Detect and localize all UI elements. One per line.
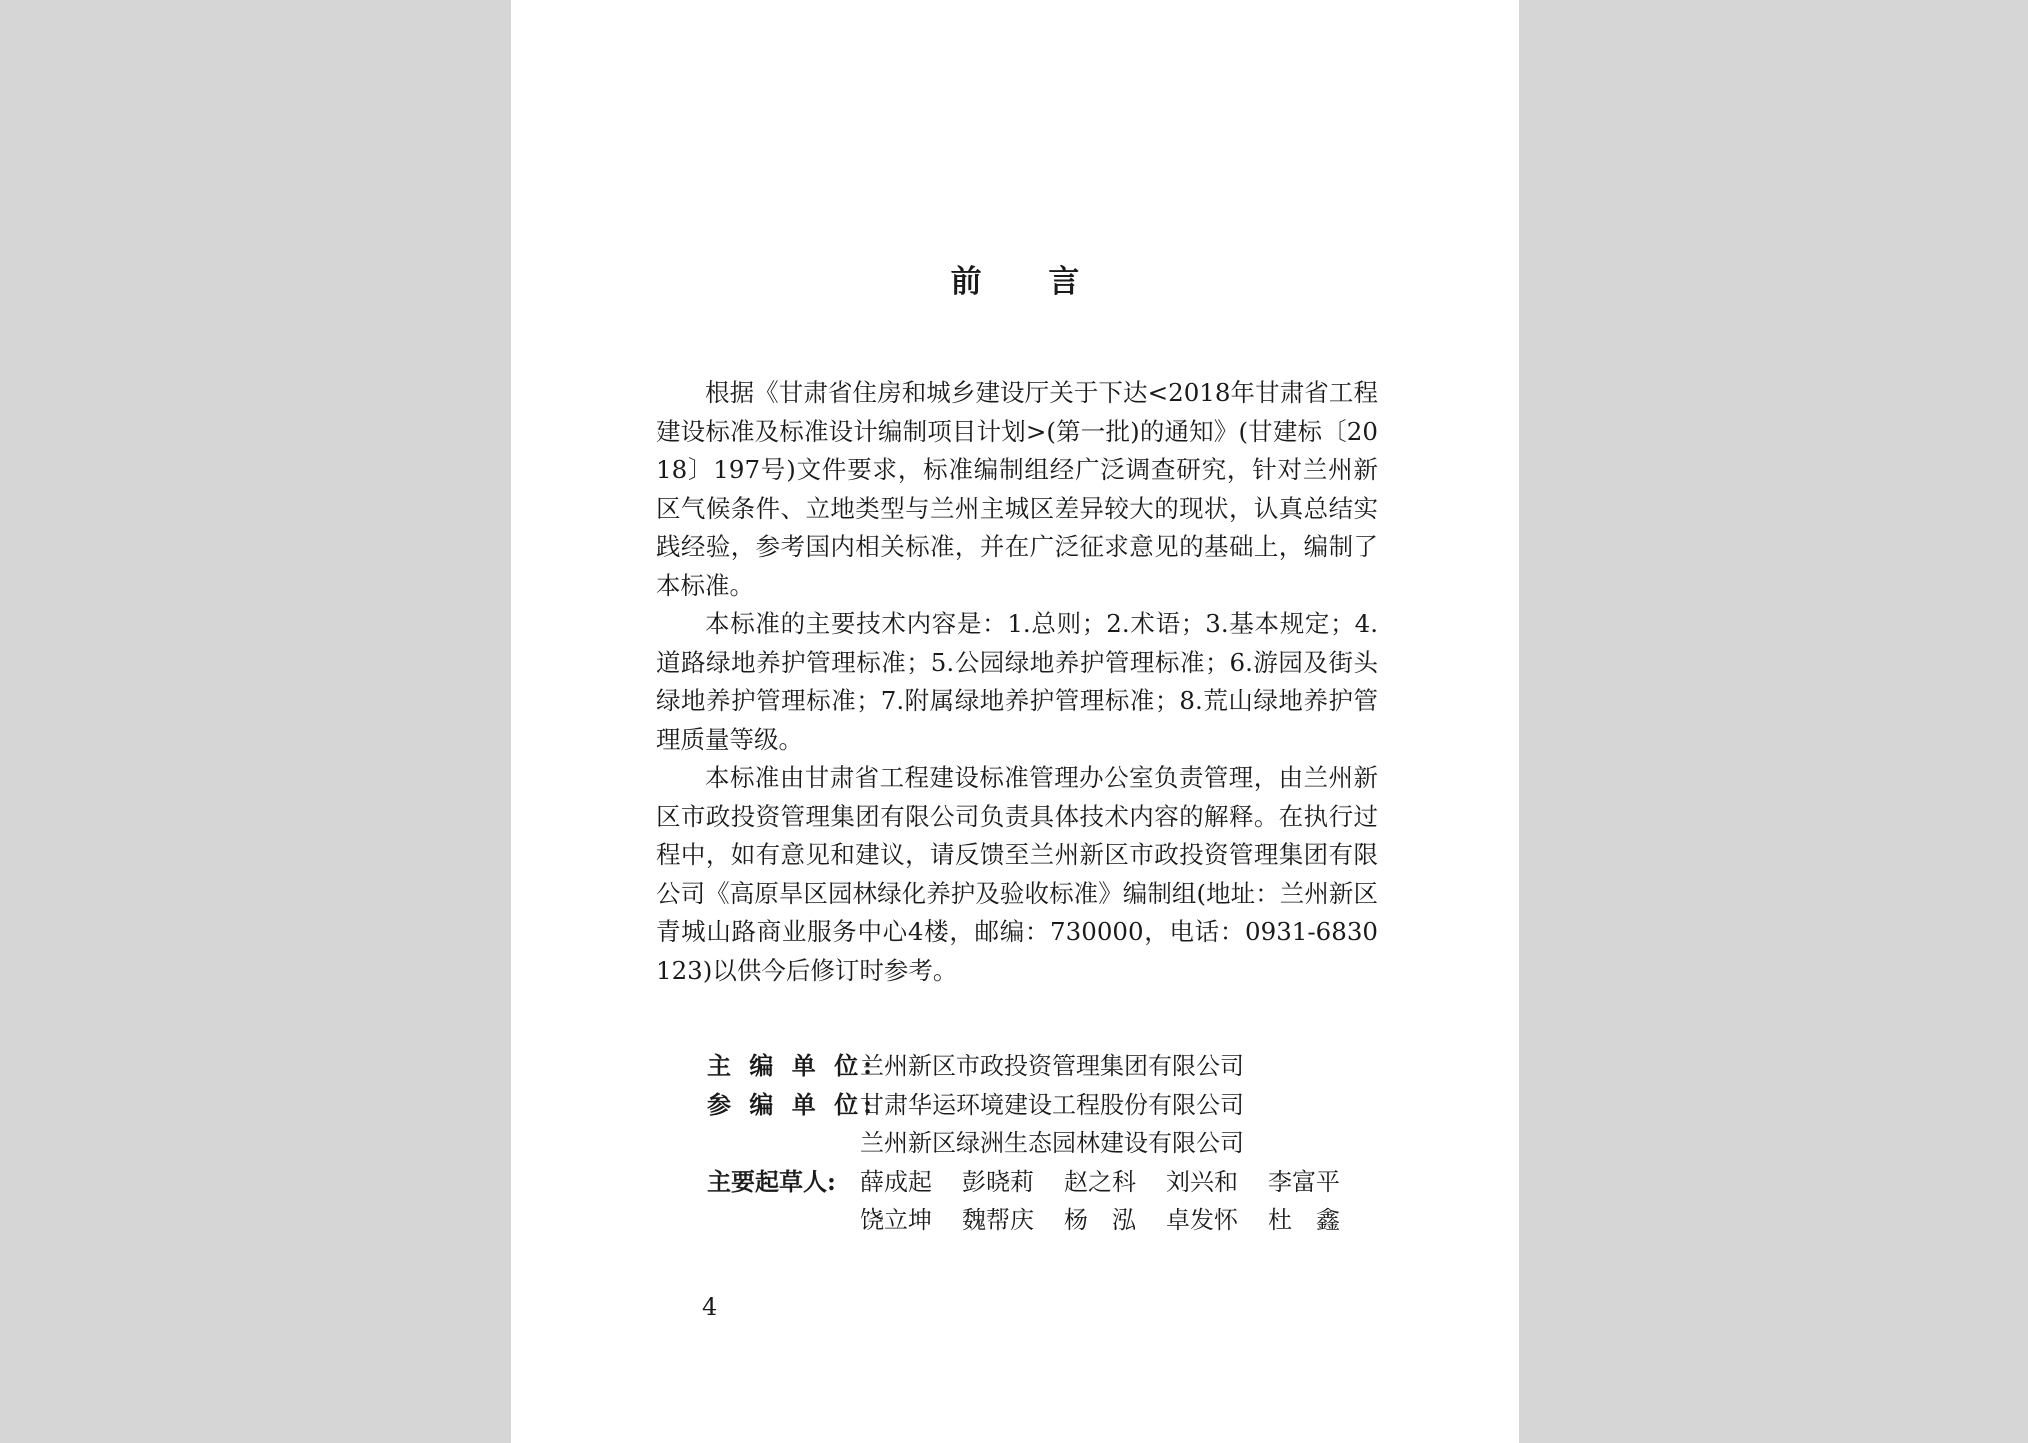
paragraph-basis: 根据《甘肃省住房和城乡建设厅关于下达<2018年甘肃省工程建设标准及标准设计编制项目计划>(第一批)的通知》(甘建标〔2018〕197号)文件要求，标准编制组经广泛调查研究，针对兰州新区气候条件、立地类型与兰州主城区差异较大的现状，认真总结实践经验，参考国内相关标准，并在广泛征求意见的基础上，编制了本标准。	[656, 378, 1378, 600]
participating-unit-values	[860, 1086, 1267, 1163]
participating-unit-name: 甘肃华运环境建设工程股份有限公司	[860, 1090, 1244, 1119]
drafter-name: 薛成起	[860, 1167, 932, 1196]
participating-unit-row	[707, 1086, 1267, 1163]
drafter-name: 李富平	[1268, 1167, 1340, 1196]
drafter-name: 刘兴和	[1166, 1167, 1238, 1196]
chief-unit-values	[860, 1047, 1267, 1086]
drafter-name: 魏帮庆	[962, 1206, 1034, 1234]
drafter-name: 杨 泓	[1064, 1206, 1136, 1234]
drafters-label: 主要起草人:	[707, 1166, 836, 1196]
drafter-name: 杜 鑫	[1268, 1206, 1340, 1234]
drafters-list	[860, 1163, 1370, 1240]
chief-unit-label: 主 编 单 位:	[707, 1051, 877, 1080]
document-page	[511, 0, 1519, 1443]
drafters-row	[707, 1163, 1340, 1240]
chief-unit-row	[707, 1047, 1267, 1086]
paragraph-management: 本标准由甘肃省工程建设标准管理办公室负责管理，由兰州新区市政投资管理集团有限公司负责具体技术内容的解释。在执行过程中，如有意见和建议，请反馈至兰州新区市政投资管理集团有限公司《高原旱区园林绿化养护及验收标准》编制组(地址：兰州新区青城山路商业服务中心4楼，邮编：730000，电话：0931-6830123)以供今后修订时参考。	[656, 763, 1378, 985]
page-title: 前 言	[950, 264, 1108, 300]
drafter-name: 赵之科	[1064, 1167, 1136, 1196]
drafter-name: 饶立坤	[860, 1206, 932, 1234]
participating-unit-label: 参 编 单 位:	[707, 1089, 877, 1119]
credits-block	[707, 1047, 1340, 1240]
chief-unit-name: 兰州新区市政投资管理集团有限公司	[860, 1052, 1244, 1080]
page-number: 4	[702, 1293, 718, 1321]
drafter-name: 彭晓莉	[962, 1167, 1034, 1196]
preface-body	[656, 374, 1378, 990]
participating-unit-name: 兰州新区绿洲生态园林建设有限公司	[860, 1129, 1244, 1157]
paragraph-main-contents: 本标准的主要技术内容是：1.总则；2.术语；3.基本规定；4.道路绿地养护管理标准；5.公园绿地养护管理标准；6.游园及街头绿地养护管理标准；7.附属绿地养护管理标准；8.荒山绿地养护管理质量等级。	[656, 609, 1378, 754]
drafter-name: 卓发怀	[1166, 1206, 1238, 1234]
